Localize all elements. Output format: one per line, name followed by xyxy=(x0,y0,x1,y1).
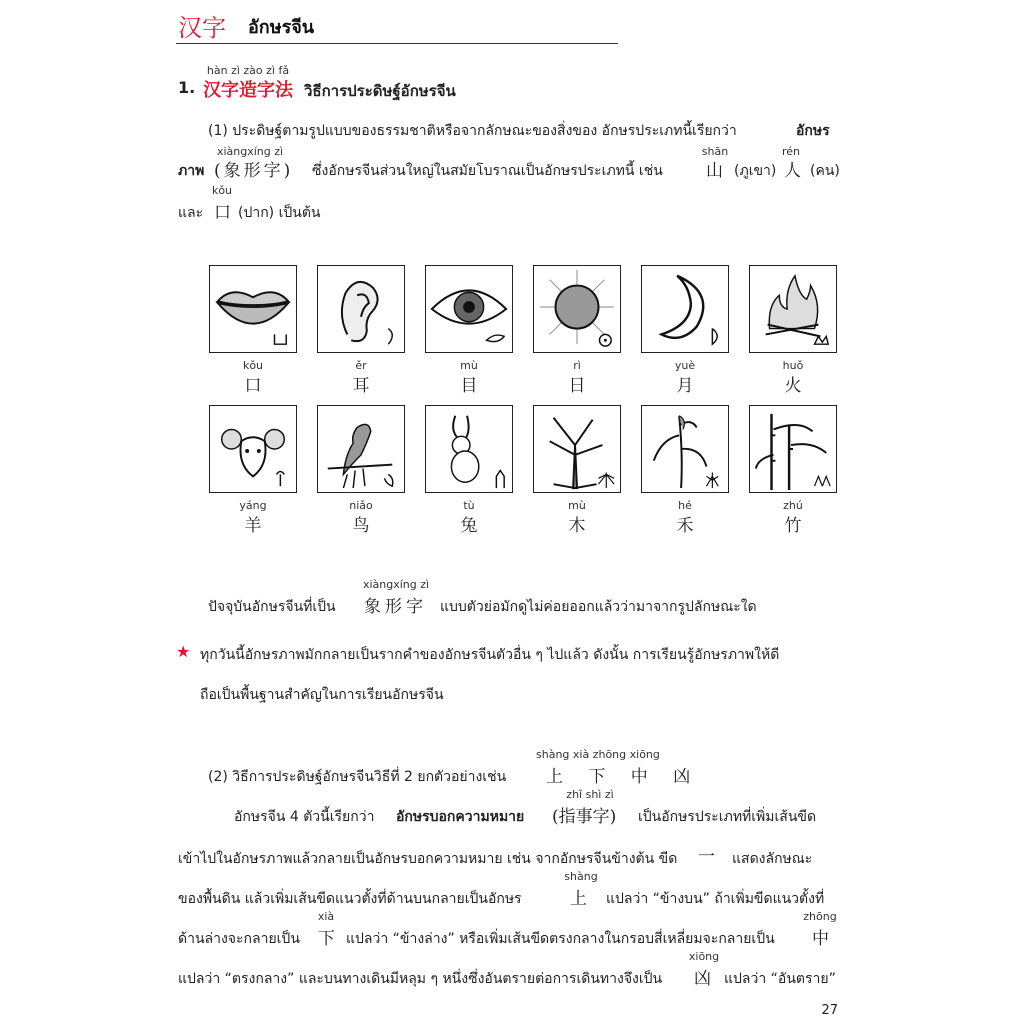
caption-char: 禾 xyxy=(676,516,694,536)
para4-xia-zh: 下 xyxy=(318,929,335,949)
para3-zh: 上 下 中 凶 xyxy=(546,767,701,787)
caption-pinyin: mù xyxy=(568,499,586,512)
caption-pinyin: zhú xyxy=(783,499,803,512)
para3-pinyin: shàng xià zhōng xiōng xyxy=(536,748,660,761)
para1-ren-pinyin: rén xyxy=(781,145,801,158)
fire-icon xyxy=(749,265,837,353)
caption-pinyin: kǒu xyxy=(242,359,264,372)
para1-ren-th: (คน) xyxy=(810,163,840,179)
para4-zhong-pinyin: zhōng xyxy=(803,910,837,923)
para4-xiong-pinyin: xiōng xyxy=(688,950,720,963)
para2-zh: 象形字 xyxy=(364,597,427,617)
page-number: 27 xyxy=(821,1003,838,1018)
para4-line3-post: แปลว่า “ข้างบน” ถ้าเพิ่มขีดแนวตั้งที่ xyxy=(606,891,825,907)
caption-char: 羊 xyxy=(244,516,262,536)
para1-ren-zh: 人 xyxy=(784,161,801,181)
caption-pinyin: yuè xyxy=(674,359,696,372)
para2-pre: ปัจจุบันอักษรจีนที่เป็น xyxy=(208,599,336,615)
para1-shan-pinyin: shān xyxy=(701,145,729,158)
caption-char: 耳 xyxy=(352,376,370,396)
caption-pinyin: rì xyxy=(573,359,581,372)
caption-char: 火 xyxy=(784,376,802,396)
moon-icon xyxy=(641,265,729,353)
para1-kou-zh: 口 xyxy=(214,203,231,223)
caption-pinyin: huǒ xyxy=(782,359,804,372)
para3-text: (2) วิธีการประดิษฐ์อักษรจีนวิธีที่ 2 ยกตัวอย่างเช่น xyxy=(208,769,507,785)
para4-line2-pre: เข้าไปในอักษรภาพแล้วกลายเป็นอักษรบอกความหมาย เช่น จากอักษรจีนข้างต้น ขีด xyxy=(178,851,678,867)
eye-icon xyxy=(425,265,513,353)
section-title-th: วิธีการประดิษฐ์อักษรจีน xyxy=(304,82,456,100)
para4-line5-pre: แปลว่า “ตรงกลาง” และบนทางเดินมีหลุม ๆ หนึ่งซึ่งอันตรายต่อการเดินทางจึงเป็น xyxy=(178,971,663,987)
caption-char: 竹 xyxy=(784,516,802,536)
note-line2: ถือเป็นพื้นฐานสำคัญในการเรียนอักษรจีน xyxy=(200,687,444,703)
sun-icon xyxy=(533,265,621,353)
bird-icon xyxy=(317,405,405,493)
caption-char: 目 xyxy=(460,376,478,396)
section-pinyin: hàn zì zào zì fǎ xyxy=(206,64,290,77)
para2-post: แบบตัวย่อมักดูไม่ค่อยออกแล้วว่ามาจากรูปลักษณะใด xyxy=(440,599,757,615)
para4-line1-pre: อักษรจีน 4 ตัวนี้เรียกว่า xyxy=(234,809,375,825)
bamboo-icon xyxy=(749,405,837,493)
header-title-th: อักษรจีน xyxy=(248,17,315,38)
caption-char: 木 xyxy=(568,516,586,536)
ram-icon xyxy=(209,405,297,493)
caption-pinyin: tù xyxy=(463,499,475,512)
para1-line3-pre: และ xyxy=(178,205,204,221)
para2-pinyin: xiàngxíng zì xyxy=(362,578,430,591)
para4-line4-pre: ด้านล่างจะกลายเป็น xyxy=(178,931,300,947)
para4-line5-post: แปลว่า “อันตราย” xyxy=(724,971,836,987)
para1-line3-post: (ปาก) เป็นต้น xyxy=(238,205,321,221)
grain-icon xyxy=(641,405,729,493)
caption-char: 兔 xyxy=(460,516,478,536)
para1-shan-th: (ภูเขา) xyxy=(734,163,777,179)
para4-line3-pre: ของพื้นดิน แล้วเพิ่มเส้นขีดแนวตั้งที่ด้านบนกลายเป็นอักษร xyxy=(178,891,522,907)
para1-xiangxing-pinyin: xiàngxíng zì xyxy=(216,145,284,158)
header-title-zh: 汉字 xyxy=(178,14,226,42)
para4-zhong-zh: 中 xyxy=(812,929,829,949)
para1-line2: ซึ่งอักษรจีนส่วนใหญ่ในสมัยโบราณเป็นอักษรประเภทนี้ เช่น xyxy=(312,163,663,179)
para1-shan-zh: 山 xyxy=(706,161,723,181)
section-number: 1. xyxy=(178,78,196,97)
para4-line2-post: แสดงลักษณะ xyxy=(732,851,813,867)
para4-xiong-zh: 凶 xyxy=(694,969,711,989)
caption-char: 日 xyxy=(568,376,586,396)
para1-term-part1: อักษร xyxy=(796,123,830,139)
star-icon: ★ xyxy=(176,642,191,661)
note-line1: ทุกวันนี้อักษรภาพมักกลายเป็นรากคำของอักษรจีนตัวอื่น ๆ ไปแล้ว ดังนั้น การเรียนรู้อักษรภาพให้ดี xyxy=(200,647,780,663)
caption-pinyin: ěr xyxy=(355,359,367,372)
section-title-zh: 汉字造字法 xyxy=(203,80,293,101)
caption-char: 鸟 xyxy=(352,516,370,536)
caption-pinyin: mù xyxy=(460,359,478,372)
caption-char: 月 xyxy=(676,376,694,396)
caption-char: 口 xyxy=(244,376,262,396)
header-divider xyxy=(176,43,618,44)
para1-line1: (1) ประดิษฐ์ตามรูปแบบของธรรมชาติหรือจากลักษณะของสิ่งของ อักษรประเภทนี้เรียกว่า xyxy=(208,123,737,139)
para1-kou-pinyin: kǒu xyxy=(211,184,233,197)
ear-icon xyxy=(317,265,405,353)
para1-term-part2: ภาพ xyxy=(178,163,205,179)
lips-icon xyxy=(209,265,297,353)
tree-icon xyxy=(533,405,621,493)
para4-shang-pinyin: shàng xyxy=(564,870,598,883)
para4-shang-zh: 上 xyxy=(570,889,587,909)
para4-term: อักษรบอกความหมาย xyxy=(396,809,525,825)
para4-zhishi-pinyin: zhǐ shì zì xyxy=(566,788,614,801)
para4-yi-zh: 一 xyxy=(698,847,715,867)
para4-line4-mid: แปลว่า “ข้างล่าง” หรือเพิ่มเส้นขีดตรงกลางในกรอบสี่เหลี่ยมจะกลายเป็น xyxy=(346,931,775,947)
caption-pinyin: yáng xyxy=(239,499,267,512)
para4-line1-post: เป็นอักษรประเภทที่เพิ่มเส้นขีด xyxy=(638,809,817,825)
para1-xiangxing-zh: (象形字) xyxy=(214,161,294,181)
para4-zhishi-zh: (指事字) xyxy=(552,807,617,827)
caption-pinyin: hé xyxy=(678,499,692,512)
para4-xia-pinyin: xià xyxy=(317,910,335,923)
caption-pinyin: niǎo xyxy=(349,499,373,512)
rabbit-icon xyxy=(425,405,513,493)
